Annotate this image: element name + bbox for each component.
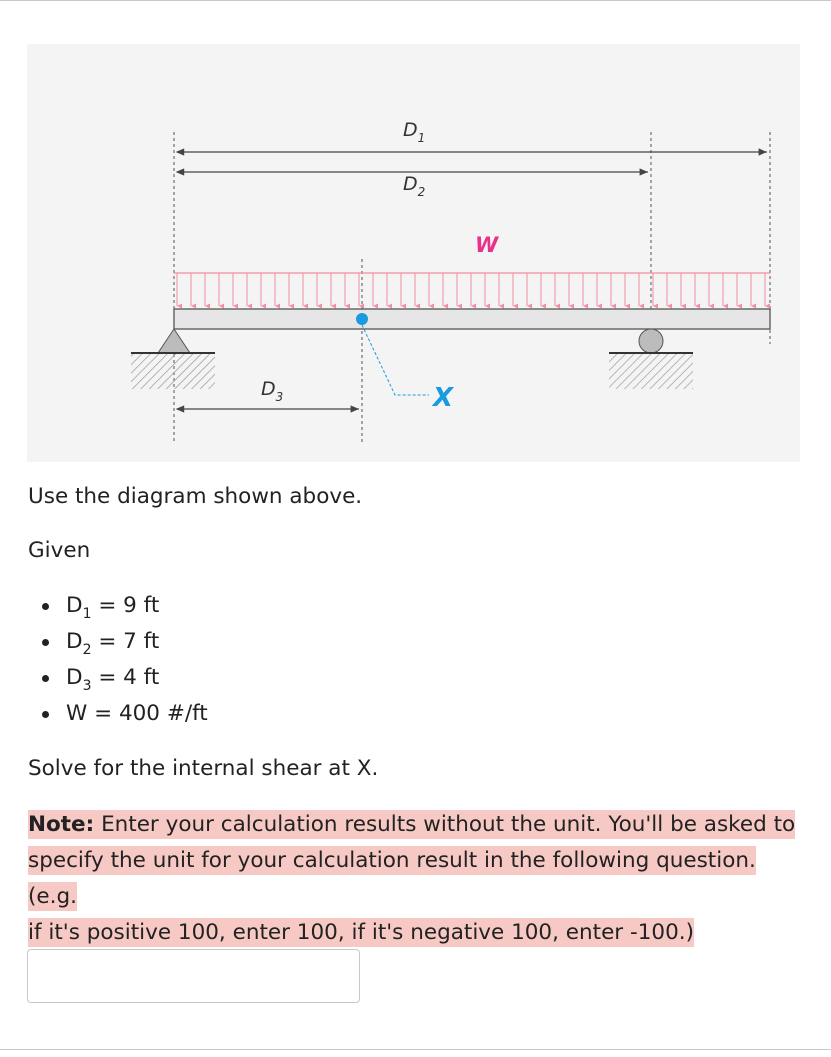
- x-leader-line: [362, 325, 429, 395]
- beam: [174, 309, 770, 329]
- note-line-1: Enter your calculation results without the unit. You'll be asked to: [94, 812, 796, 837]
- beam-diagram-svg: [27, 44, 800, 462]
- roller-ground: [609, 353, 693, 389]
- intro-text: Use the diagram shown above.: [28, 484, 363, 509]
- label-d1: $D_1$: [403, 119, 426, 145]
- label-d3: $D_3$: [261, 378, 284, 404]
- label-x: X: [433, 383, 454, 413]
- answer-input[interactable]: [27, 949, 360, 1003]
- distributed-load: [174, 273, 770, 306]
- note-line-3: if it's positive 100, enter 100, if it's negative 100, enter -100.): [28, 920, 694, 945]
- note-box: [28, 807, 798, 951]
- pin-ground: [131, 353, 215, 389]
- given-item-d3: $D_3 = 4$ ft: [28, 664, 208, 700]
- note-line-2: specify the unit for your calculation result in the following question. (e.g.: [28, 848, 756, 909]
- label-d2: $D_2$: [403, 173, 426, 199]
- question-prompt: Solve for the internal shear at X.: [28, 756, 379, 781]
- bottom-divider: [0, 1049, 831, 1050]
- note-label: Note:: [28, 812, 95, 837]
- roller-support: [639, 329, 663, 353]
- given-heading: Given: [28, 538, 91, 563]
- point-x-marker: [356, 313, 368, 325]
- given-item-d2: $D_2 = 7$ ft: [28, 628, 208, 664]
- top-divider: [0, 0, 831, 1]
- label-w: W: [475, 233, 499, 257]
- given-list: [28, 592, 208, 736]
- pin-support: [158, 329, 190, 353]
- beam-diagram: [27, 44, 800, 462]
- given-item-d1: $D_1 = 9$ ft: [28, 592, 208, 628]
- given-item-w: W = 400 #/ft: [28, 700, 208, 736]
